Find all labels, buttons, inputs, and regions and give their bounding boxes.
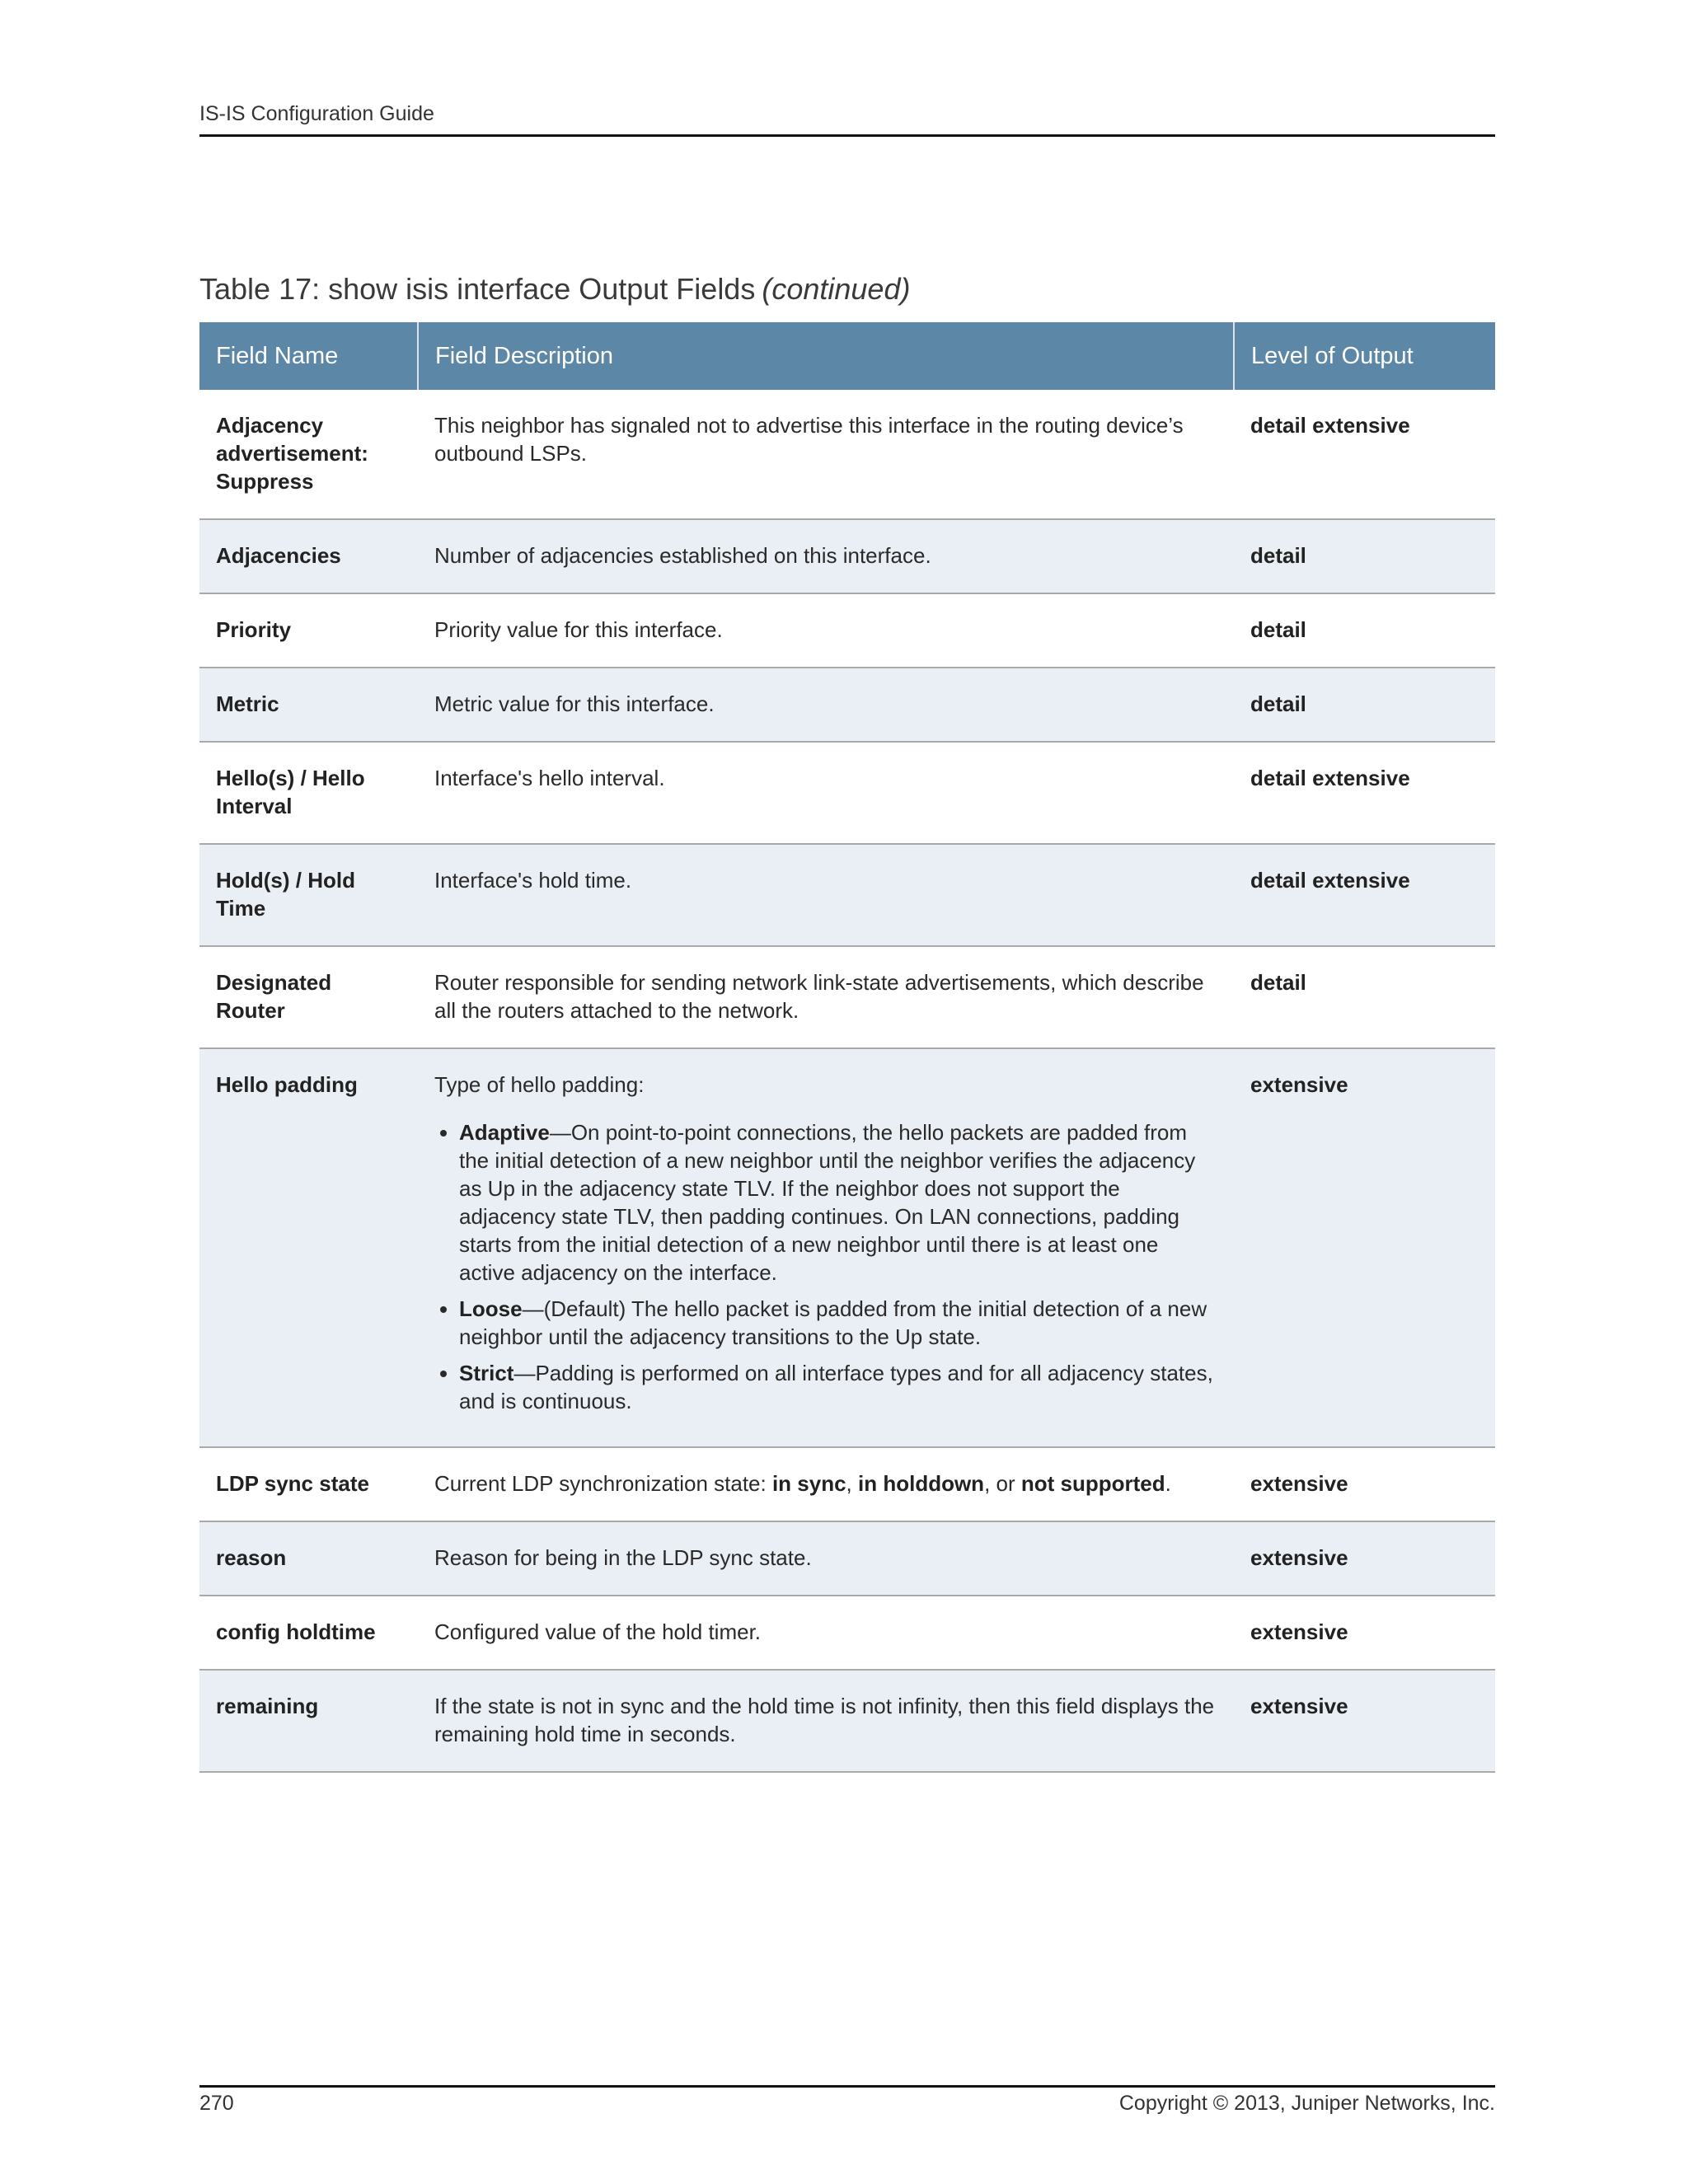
table-row-hold-time (199, 844, 1495, 946)
level-of-output-cell: detail (1234, 946, 1495, 1048)
running-header: IS-IS Configuration Guide (199, 102, 1495, 137)
table-row-hello-padding (199, 1048, 1495, 1447)
ldp-state-sep1: , (846, 1471, 858, 1496)
field-description-cell: Reason for being in the LDP sync state. (418, 1521, 1234, 1596)
level-of-output-cell: detail (1234, 668, 1495, 742)
field-name-cell: Priority (199, 593, 418, 668)
table-row-reason (199, 1521, 1495, 1596)
field-name-cell: Designated Router (199, 946, 418, 1048)
field-name-cell: remaining (199, 1670, 418, 1772)
level-of-output-cell: extensive (1234, 1447, 1495, 1521)
table-title-continued: (continued) (762, 272, 911, 306)
field-description-cell: Interface's hello interval. (418, 742, 1234, 844)
table-row-designated-router (199, 946, 1495, 1048)
field-description-cell: Number of adjacencies established on this interface. (418, 519, 1234, 593)
table-row-adjacencies (199, 519, 1495, 593)
hello-padding-intro: Type of hello padding: (434, 1072, 645, 1097)
field-description-cell: Priority value for this interface. (418, 593, 1234, 668)
field-description-cell: Interface's hold time. (418, 844, 1234, 946)
list-item (459, 1359, 1217, 1415)
column-header-field-name: Field Name (199, 322, 418, 390)
level-of-output-cell: detail extensive (1234, 742, 1495, 844)
ldp-state-in-sync: in sync (771, 1471, 846, 1496)
table-title-text: Table 17: show isis interface Output Fields (199, 272, 756, 306)
field-name-cell: Metric (199, 668, 418, 742)
table-header-row (199, 322, 1495, 390)
output-fields-table (199, 322, 1495, 1773)
column-header-field-description: Field Description (418, 322, 1234, 390)
ldp-state-prefix: Current LDP synchronization state: (434, 1471, 772, 1496)
padding-term: Strict (459, 1361, 514, 1385)
field-name-cell: Hold(s) / Hold Time (199, 844, 418, 946)
table-row-adjacency-advertisement (199, 390, 1495, 519)
level-of-output-cell: extensive (1234, 1596, 1495, 1670)
ldp-state-not-supported: not supported (1020, 1471, 1165, 1496)
ldp-state-suffix: . (1165, 1471, 1171, 1496)
field-name-cell: Adjacencies (199, 519, 418, 593)
field-name-cell: LDP sync state (199, 1447, 418, 1521)
level-of-output-cell: detail extensive (1234, 390, 1495, 519)
padding-term: Adaptive (459, 1120, 550, 1145)
field-description-cell: Configured value of the hold timer. (418, 1596, 1234, 1670)
table-row-priority (199, 593, 1495, 668)
field-name-cell: reason (199, 1521, 418, 1596)
hello-padding-list (434, 1118, 1217, 1415)
field-name-cell: Adjacency advertisement: Suppress (199, 390, 418, 519)
field-name-cell: config holdtime (199, 1596, 418, 1670)
level-of-output-cell: extensive (1234, 1048, 1495, 1447)
padding-text: —On point-to-point connections, the hello packets are padded from the initial detection of a new neighbor until the neighbor verifies the adjacency as Up in the adjacency state TLV. If the neighbor does not support the adjacency state TLV, then padding continues. On LAN connections, padding starts from the initial detection of a new neighbor until there is at least one active adjacency on the interface. (459, 1120, 1196, 1285)
field-description-cell: Router responsible for sending network link-state advertisements, which describe all the routers attached to the network. (418, 946, 1234, 1048)
field-description-cell: Metric value for this interface. (418, 668, 1234, 742)
ldp-state-sep2: , or (984, 1471, 1021, 1496)
level-of-output-cell: extensive (1234, 1670, 1495, 1772)
table-row-hello-interval (199, 742, 1495, 844)
field-description-cell: If the state is not in sync and the hold time is not infinity, then this field displays the remaining hold time in seconds. (418, 1670, 1234, 1772)
field-description-cell (418, 1447, 1234, 1521)
ldp-state-in-holddown: in holddown (858, 1471, 985, 1496)
table-row-metric (199, 668, 1495, 742)
level-of-output-cell: extensive (1234, 1521, 1495, 1596)
padding-term: Loose (459, 1296, 523, 1321)
copyright-notice: Copyright © 2013, Juniper Networks, Inc. (1118, 2092, 1495, 2115)
table-title (199, 272, 910, 307)
padding-text: —(Default) The hello packet is padded from the initial detection of a new neighbor until the adjacency transitions to the Up state. (459, 1296, 1207, 1349)
list-item (459, 1295, 1217, 1351)
padding-text: —Padding is performed on all interface types and for all adjacency states, and is continuous. (459, 1361, 1213, 1413)
field-name-cell: Hello(s) / Hello Interval (199, 742, 418, 844)
field-description-cell: This neighbor has signaled not to advertise this interface in the routing device’s outbound LSPs. (418, 390, 1234, 519)
level-of-output-cell: detail (1234, 593, 1495, 668)
list-item (459, 1118, 1217, 1286)
table-row-config-holdtime (199, 1596, 1495, 1670)
level-of-output-cell: detail extensive (1234, 844, 1495, 946)
table-row-remaining (199, 1670, 1495, 1772)
column-header-level-of-output: Level of Output (1234, 322, 1495, 390)
level-of-output-cell: detail (1234, 519, 1495, 593)
table-row-ldp-sync-state (199, 1447, 1495, 1521)
page-number: 270 (199, 2092, 234, 2115)
field-name-cell: Hello padding (199, 1048, 418, 1447)
footer-rule (199, 2085, 1495, 2088)
field-description-cell (418, 1048, 1234, 1447)
